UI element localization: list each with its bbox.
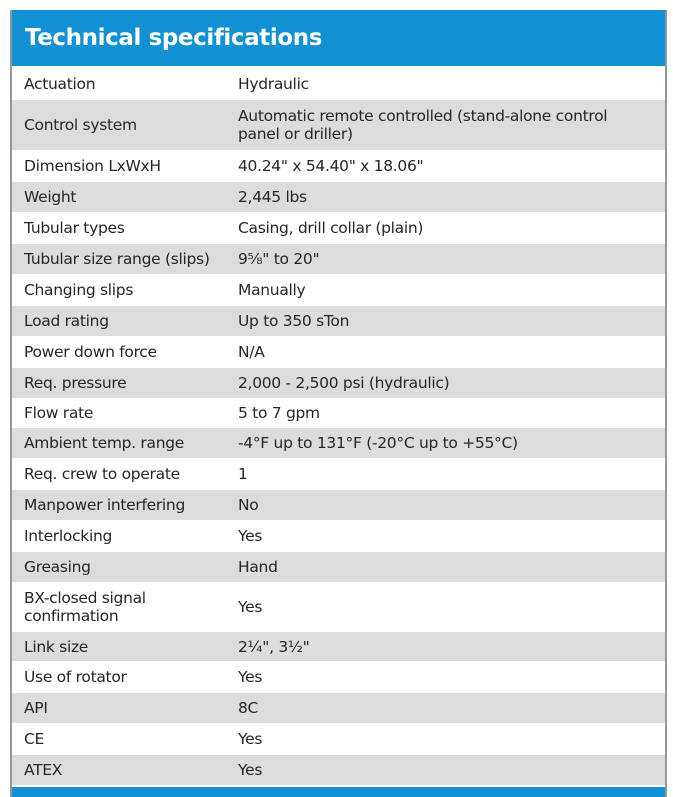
spec-value: Casing, drill collar (plain) xyxy=(238,219,424,237)
spec-label: BX-closed signal confirmation xyxy=(24,589,146,625)
table-row xyxy=(12,151,665,182)
footer-bar xyxy=(12,787,665,797)
spec-value: 1 xyxy=(238,465,248,483)
spec-value: 40.24" x 54.40" x 18.06" xyxy=(238,157,424,175)
table-row xyxy=(12,662,665,693)
table-row xyxy=(12,399,665,428)
table-row xyxy=(12,521,665,552)
spec-value: Up to 350 sTon xyxy=(238,312,350,330)
spec-value: -4°F up to 131°F (-20°C up to +55°C) xyxy=(238,434,518,452)
spec-label: Tubular size range (slips) xyxy=(24,250,210,268)
spec-label: Req. pressure xyxy=(24,374,127,392)
table-row xyxy=(12,306,665,337)
table-row xyxy=(12,275,665,306)
spec-label: Weight xyxy=(24,188,77,206)
spec-value: 5 to 7 gpm xyxy=(238,404,320,422)
table-row xyxy=(12,213,665,244)
spec-label: Tubular types xyxy=(24,219,125,237)
spec-value: N/A xyxy=(238,343,265,361)
spec-value: No xyxy=(238,496,259,514)
spec-label: Greasing xyxy=(24,558,91,576)
spec-value: Yes xyxy=(238,761,263,779)
spec-label: Flow rate xyxy=(24,404,94,422)
spec-value: 2¼", 3½" xyxy=(238,637,310,656)
spec-label: Control system xyxy=(24,116,137,134)
spec-label: Changing slips xyxy=(24,281,134,299)
spec-card xyxy=(10,10,667,797)
table-row xyxy=(12,244,665,275)
spec-value: Yes xyxy=(238,668,263,686)
spec-label: ATEX xyxy=(24,761,63,779)
spec-value: Yes xyxy=(238,598,263,616)
table-row xyxy=(12,337,665,368)
spec-label: API xyxy=(24,699,48,717)
spec-value: Automatic remote controlled (stand-alone control panel or driller) xyxy=(238,107,608,143)
spec-value: Yes xyxy=(238,527,263,545)
spec-value: 8C xyxy=(238,699,259,717)
table-row xyxy=(12,490,665,521)
table-row xyxy=(12,368,665,399)
spec-label: Use of rotator xyxy=(24,668,127,686)
spec-table xyxy=(12,69,665,786)
table-row xyxy=(12,100,665,151)
table-row xyxy=(12,552,665,583)
spec-label: Load rating xyxy=(24,312,109,330)
table-row xyxy=(12,583,665,632)
spec-label: Req. crew to operate xyxy=(24,465,180,483)
spec-label: Interlocking xyxy=(24,527,113,545)
spec-value: 2,000 - 2,500 psi (hydraulic) xyxy=(238,374,450,392)
spec-label: Link size xyxy=(24,637,89,656)
spec-value: Manually xyxy=(238,281,306,299)
page-title: Technical specifications xyxy=(25,25,323,51)
spec-value: Hand xyxy=(238,558,278,576)
spec-value: 9⅝" to 20" xyxy=(238,250,320,268)
spec-label: Manpower interfering xyxy=(24,496,185,514)
spec-label: Dimension LxWxH xyxy=(24,157,161,175)
spec-value: 2,445 lbs xyxy=(238,188,307,206)
spec-label: CE xyxy=(24,730,45,748)
table-row xyxy=(12,693,665,724)
spec-value: Yes xyxy=(238,730,263,748)
spec-label: Power down force xyxy=(24,343,157,361)
table-row xyxy=(12,182,665,213)
table-row xyxy=(12,632,665,662)
table-row xyxy=(12,459,665,490)
spec-value: Hydraulic xyxy=(238,75,309,93)
spec-label: Actuation xyxy=(24,75,96,93)
table-row xyxy=(12,69,665,100)
table-row xyxy=(12,428,665,459)
header-bar xyxy=(12,10,665,66)
table-row xyxy=(12,755,665,786)
table-row xyxy=(12,724,665,755)
spec-label: Ambient temp. range xyxy=(24,434,184,452)
